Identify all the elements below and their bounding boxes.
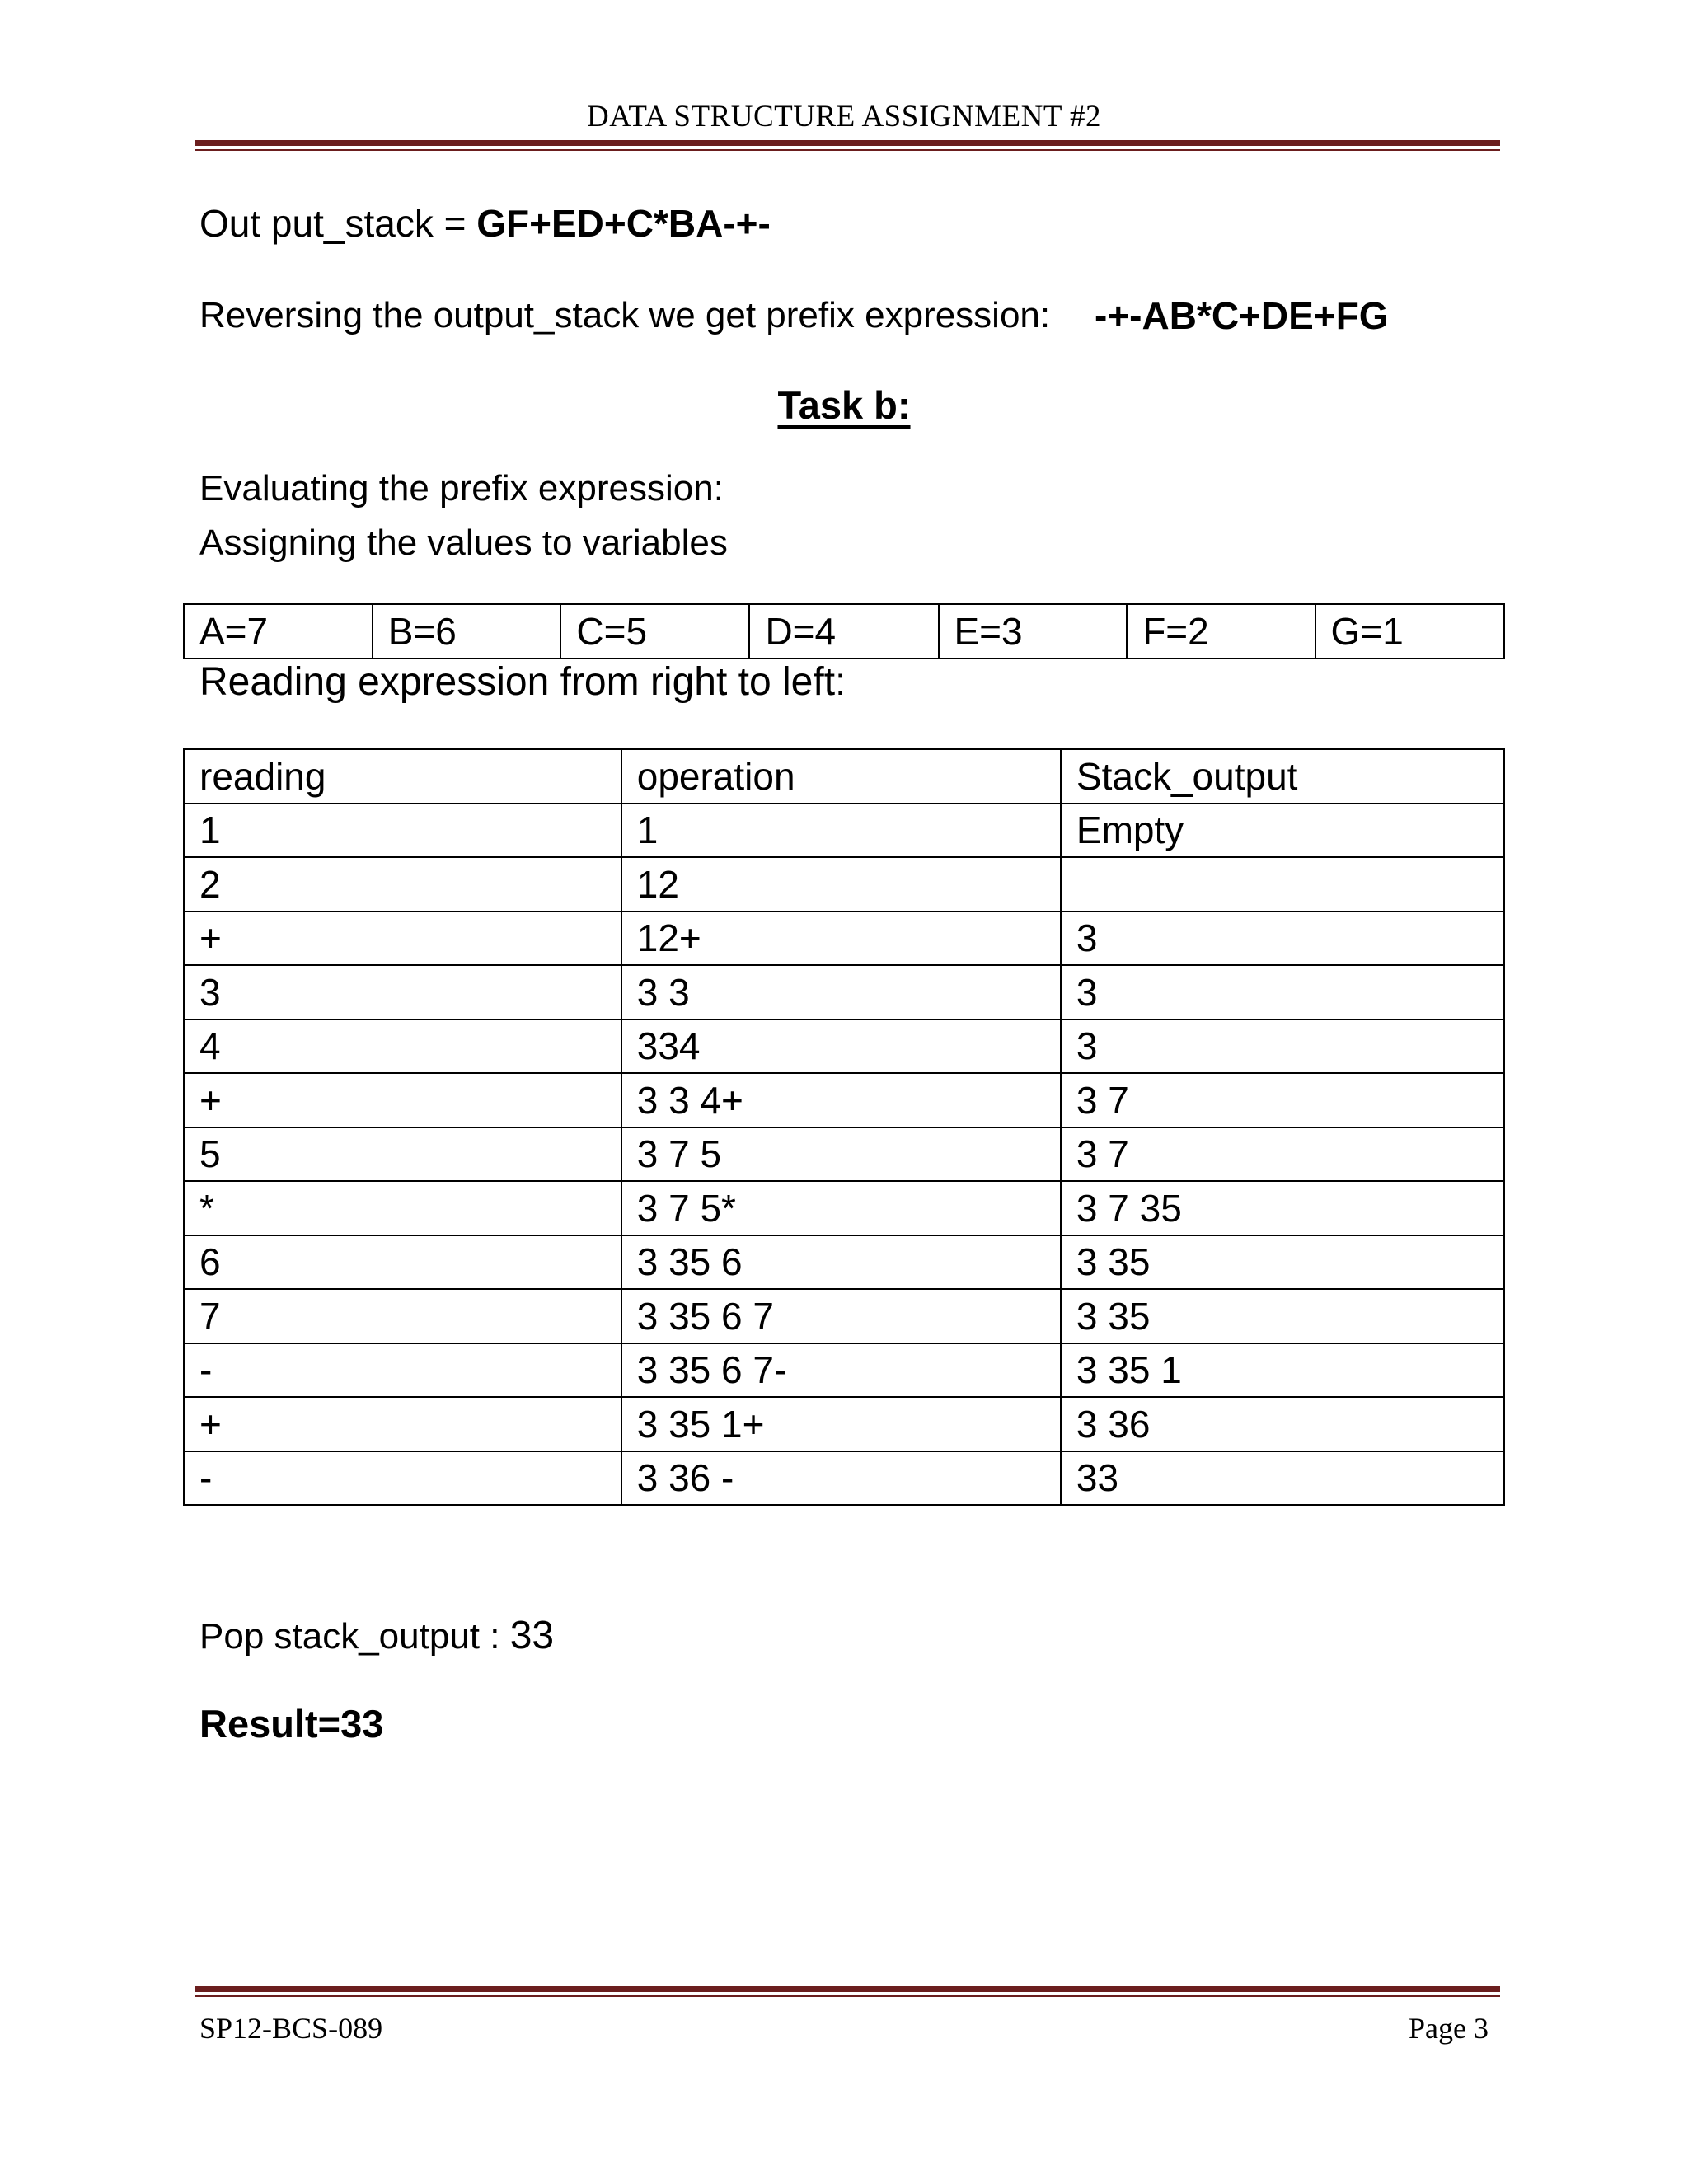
table-cell: + bbox=[184, 1397, 621, 1451]
table-cell: 3 35 1 bbox=[1061, 1343, 1504, 1398]
reading-text: Reading expression from right to left: bbox=[199, 660, 846, 704]
table-cell: 3 35 bbox=[1061, 1235, 1504, 1290]
table-cell: 1 bbox=[184, 804, 621, 858]
table-cell: 4 bbox=[184, 1019, 621, 1074]
table-cell: 3 7 5 bbox=[621, 1127, 1061, 1182]
header-rule bbox=[195, 140, 1500, 146]
table-cell: 3 7 bbox=[1061, 1127, 1504, 1182]
table-cell: 3 35 bbox=[1061, 1289, 1504, 1343]
table-cell: 3 bbox=[1061, 912, 1504, 966]
variable-cell: B=6 bbox=[373, 604, 561, 658]
table-cell: + bbox=[184, 1073, 621, 1127]
variable-cell: C=5 bbox=[560, 604, 749, 658]
variable-cell: D=4 bbox=[749, 604, 938, 658]
table-cell: Empty bbox=[1061, 804, 1504, 858]
table-row bbox=[184, 1019, 1504, 1074]
table-cell: + bbox=[184, 912, 621, 966]
table-cell: * bbox=[184, 1181, 621, 1235]
table-row bbox=[184, 857, 1504, 912]
table-cell: 3 35 1+ bbox=[621, 1397, 1061, 1451]
table-row bbox=[184, 1235, 1504, 1290]
reversing-text: Reversing the output_stack we get prefix expression: bbox=[199, 295, 1051, 335]
table-row bbox=[184, 1343, 1504, 1398]
table-cell: 3 35 6 bbox=[621, 1235, 1061, 1290]
variables-table bbox=[183, 603, 1505, 659]
evaluating-text: Evaluating the prefix expression: bbox=[199, 468, 724, 509]
table-cell: 3 bbox=[1061, 965, 1504, 1019]
table-row bbox=[184, 1289, 1504, 1343]
pop-value: 33 bbox=[509, 1614, 555, 1657]
footer-page-number: Page 3 bbox=[1409, 2012, 1489, 2045]
table-cell: 3 7 bbox=[1061, 1073, 1504, 1127]
table-cell: 3 35 6 7- bbox=[621, 1343, 1061, 1398]
table-cell: 3 bbox=[1061, 1019, 1504, 1074]
table-cell: 3 bbox=[184, 965, 621, 1019]
pop-line bbox=[199, 1613, 554, 1658]
column-header: reading bbox=[184, 749, 621, 804]
column-header: operation bbox=[621, 749, 1061, 804]
table-cell: 6 bbox=[184, 1235, 621, 1290]
evaluation-table bbox=[183, 748, 1505, 1506]
table-cell: 3 3 4+ bbox=[621, 1073, 1061, 1127]
assigning-text: Assigning the values to variables bbox=[199, 523, 728, 563]
table-header-row bbox=[184, 749, 1504, 804]
table-cell: 33 bbox=[1061, 1451, 1504, 1506]
table-row bbox=[184, 1127, 1504, 1182]
column-header: Stack_output bbox=[1061, 749, 1504, 804]
variable-cell: F=2 bbox=[1127, 604, 1315, 658]
table-row bbox=[184, 804, 1504, 858]
table-cell: 7 bbox=[184, 1289, 621, 1343]
table-cell: 12+ bbox=[621, 912, 1061, 966]
table-cell: 3 35 6 7 bbox=[621, 1289, 1061, 1343]
header-rule-thin bbox=[195, 149, 1500, 151]
table-cell: 3 7 5* bbox=[621, 1181, 1061, 1235]
table-cell: 1 bbox=[621, 804, 1061, 858]
pop-label: Pop stack_output : bbox=[199, 1616, 510, 1657]
table-row bbox=[184, 1397, 1504, 1451]
footer-id: SP12-BCS-089 bbox=[199, 2012, 383, 2045]
table-cell: 3 7 35 bbox=[1061, 1181, 1504, 1235]
table-row bbox=[184, 1073, 1504, 1127]
variables-row bbox=[184, 604, 1504, 658]
footer-rule bbox=[195, 1986, 1500, 1992]
table-cell: 3 36 - bbox=[621, 1451, 1061, 1506]
table-cell: 3 3 bbox=[621, 965, 1061, 1019]
table-row bbox=[184, 965, 1504, 1019]
prefix-expression: -+-AB*C+DE+FG bbox=[1095, 294, 1389, 337]
table-cell: 334 bbox=[621, 1019, 1061, 1074]
table-cell: 5 bbox=[184, 1127, 621, 1182]
table-row bbox=[184, 1181, 1504, 1235]
header-title: DATA STRUCTURE ASSIGNMENT #2 bbox=[586, 100, 1101, 134]
table-cell: 2 bbox=[184, 857, 621, 912]
table-row bbox=[184, 1451, 1504, 1506]
table-cell: - bbox=[184, 1343, 621, 1398]
footer-rule-thin bbox=[195, 1995, 1500, 1997]
variable-cell: E=3 bbox=[939, 604, 1128, 658]
table-cell: 12 bbox=[621, 857, 1061, 912]
result-text: Result=33 bbox=[199, 1702, 384, 1746]
table-cell: 3 36 bbox=[1061, 1397, 1504, 1451]
variable-cell: A=7 bbox=[184, 604, 373, 658]
output-stack-label: Out put_stack = bbox=[199, 202, 477, 245]
output-stack-value: GF+ED+C*BA-+- bbox=[476, 202, 771, 245]
table-cell bbox=[1061, 857, 1504, 912]
task-heading: Task b: bbox=[777, 383, 911, 427]
table-cell: - bbox=[184, 1451, 621, 1506]
table-row bbox=[184, 912, 1504, 966]
output-stack-line bbox=[199, 201, 771, 246]
variable-cell: G=1 bbox=[1315, 604, 1504, 658]
